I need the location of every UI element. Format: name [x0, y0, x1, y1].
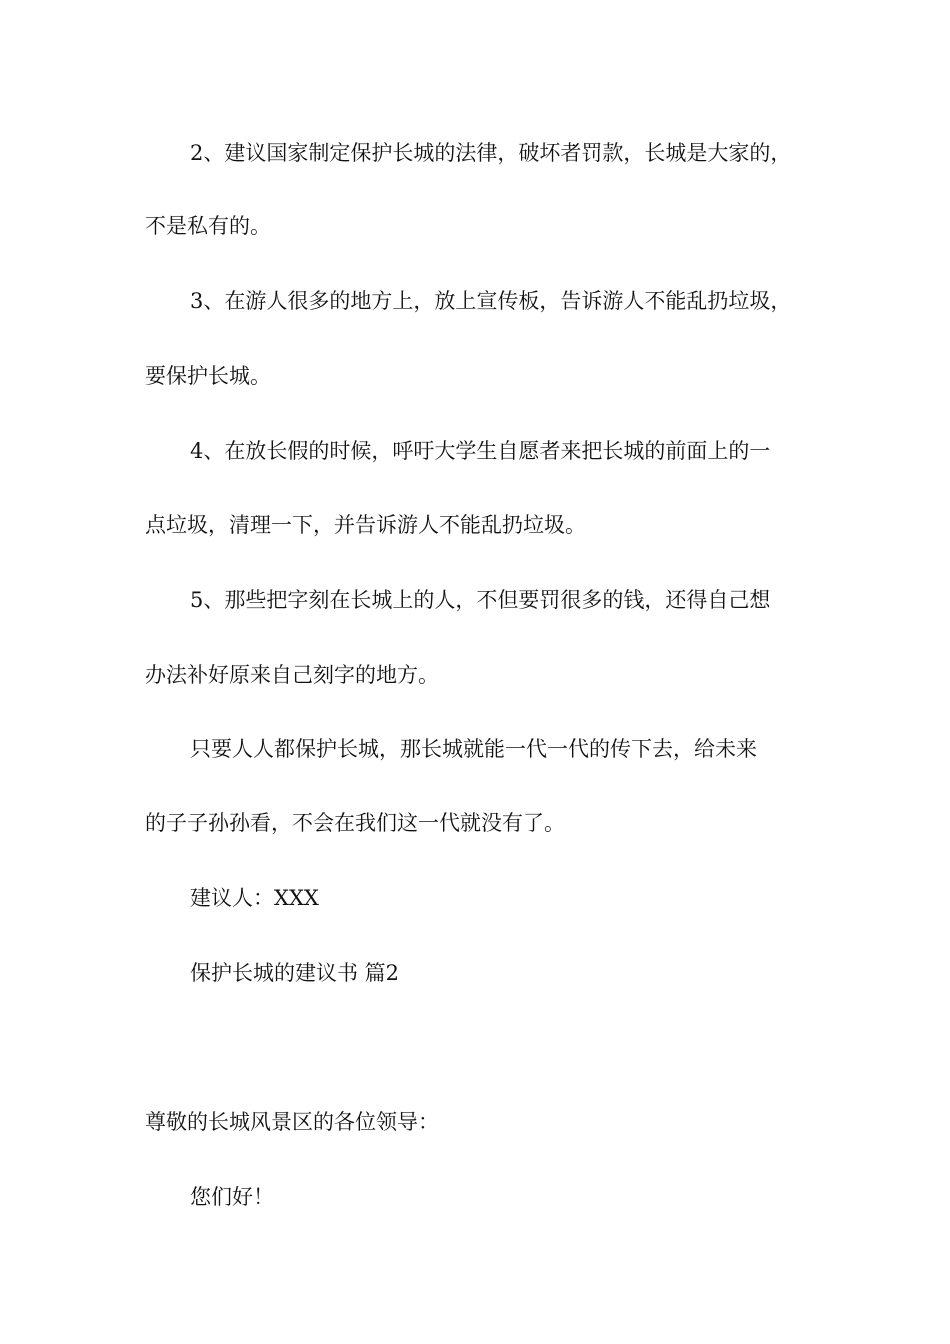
suggestion-4-line-1: 4、在放长假的时候，呼吁大学生自愿者来把长城的前面上的一 [190, 439, 771, 463]
greeting: 您们好！ [190, 1185, 274, 1209]
suggestion-5-line-2: 办法补好原来自己刻字的地方。 [145, 663, 439, 687]
section-heading: 保护长城的建议书 篇2 [190, 961, 400, 985]
suggestion-2-line-1: 2、建议国家制定保护长城的法律，破坏者罚款，长城是大家的， [190, 141, 792, 165]
salutation: 尊敬的长城风景区的各位领导： [145, 1110, 439, 1134]
suggestion-3-line-1: 3、在游人很多的地方上，放上宣传板，告诉游人不能乱扔垃圾， [190, 289, 792, 313]
conclusion-line-2: 的子子孙孙看，不会在我们这一代就没有了。 [145, 811, 565, 835]
signature-line: 建议人：XXX [190, 886, 319, 910]
suggestion-5-line-1: 5、那些把字刻在长城上的人，不但要罚很多的钱，还得自己想 [190, 588, 771, 612]
conclusion-line-1: 只要人人都保护长城，那长城就能一代一代的传下去，给未来 [190, 737, 757, 761]
suggestion-3-line-2: 要保护长城。 [145, 364, 271, 388]
suggestion-4-line-2: 点垃圾，清理一下，并告诉游人不能乱扔垃圾。 [145, 513, 586, 537]
suggestion-2-line-2: 不是私有的。 [145, 214, 271, 238]
